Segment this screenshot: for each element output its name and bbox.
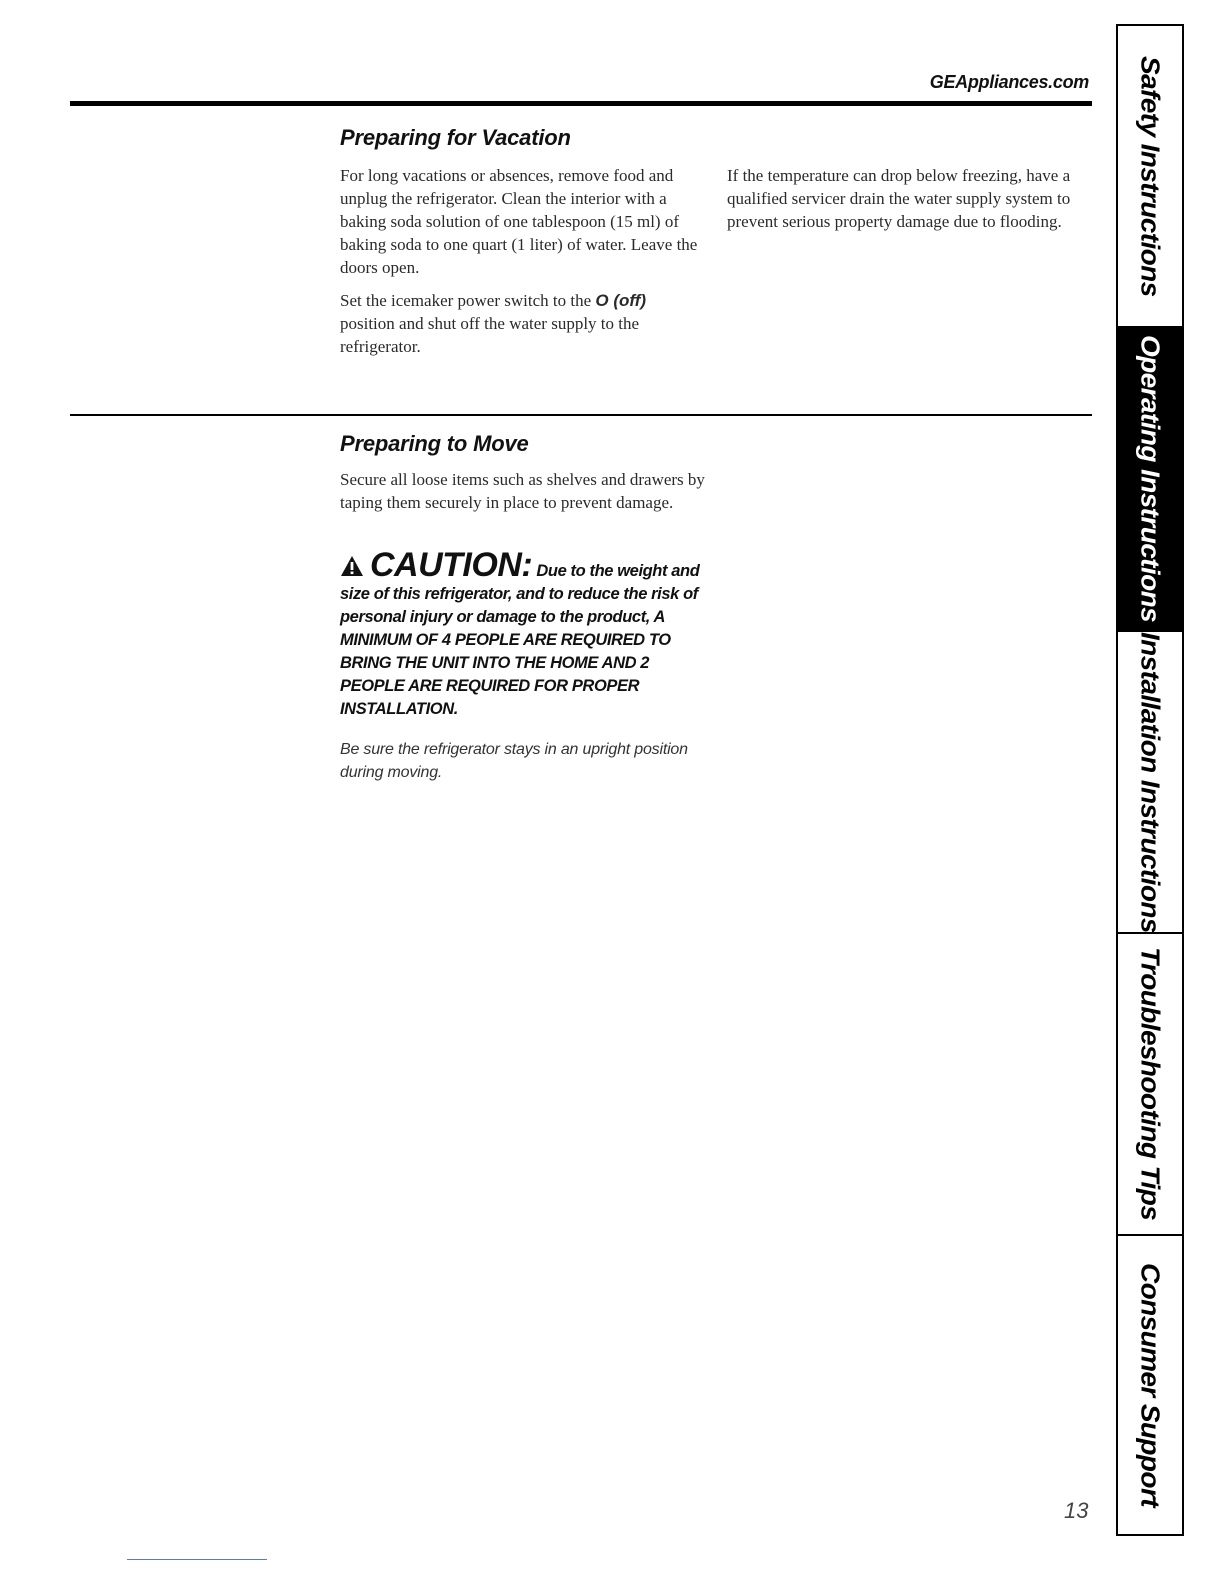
caution-word: CAUTION:: [370, 546, 533, 584]
vacation-para-2-start: Set the icemaker power switch to the: [340, 291, 596, 310]
move-heading: Preparing to Move: [340, 431, 529, 456]
vacation-left-column: [340, 164, 705, 368]
vacation-right-column: [727, 164, 1092, 243]
warning-triangle-icon: [340, 555, 364, 577]
tab-operating-instructions[interactable]: [1118, 328, 1182, 632]
site-url[interactable]: GEAppliances.com: [929, 72, 1089, 92]
footer-line: [127, 1559, 267, 1560]
tab-consumer-support[interactable]: [1118, 1236, 1182, 1534]
caution-text: Due to the weight and size of this refrigerator, and to reduce the risk of personal injury or damage to the product, A MINIMUM OF 4 PEOPLE ARE REQUIRED TO BRING THE UNIT INTO THE HOME AND 2 PEOPLE ARE REQUIRED FOR PROPER INSTALLATION.: [340, 562, 700, 718]
move-column: [340, 468, 705, 524]
vacation-para-1: For long vacations or absences, remove food and unplug the refrigerator. Clean the interior with a baking soda solution of one tablespoon (15 ml) of baking soda to one quart (1 liter) of water. Leave the doors open.: [340, 166, 698, 277]
tab-consumer-label: Consumer Support: [1136, 1263, 1165, 1507]
tab-operating-label: Operating Instructions: [1136, 335, 1165, 623]
side-tabs: [1116, 24, 1184, 1536]
tab-installation-label: Installation Instructions: [1136, 632, 1165, 933]
tab-troubleshooting-tips[interactable]: [1118, 934, 1182, 1236]
off-position-label: O (off): [595, 291, 647, 310]
section-rule: [70, 414, 1092, 416]
top-rule: [70, 101, 1092, 106]
tab-troubleshooting-label: Troubleshooting Tips: [1136, 947, 1165, 1221]
move-para: Secure all loose items such as shelves and drawers by taping them securely in place to prevent damage.: [340, 470, 705, 512]
page-number: 13: [1064, 1498, 1089, 1523]
vacation-freezing-para: If the temperature can drop below freezing, have a qualified servicer drain the water supply system to prevent serious property damage due to flooding.: [727, 166, 1071, 231]
vacation-heading: Preparing for Vacation: [340, 125, 571, 150]
tab-safety-instructions[interactable]: [1118, 26, 1182, 328]
vacation-para-2-end: position and shut off the water supply to the refrigerator.: [340, 314, 640, 356]
moving-note: Be sure the refrigerator stays in an upright position during moving.: [340, 741, 688, 781]
tab-installation-instructions[interactable]: [1118, 632, 1182, 934]
tab-safety-label: Safety Instructions: [1136, 55, 1165, 297]
caution-block: [340, 546, 710, 721]
vacation-para-2: [340, 289, 705, 358]
